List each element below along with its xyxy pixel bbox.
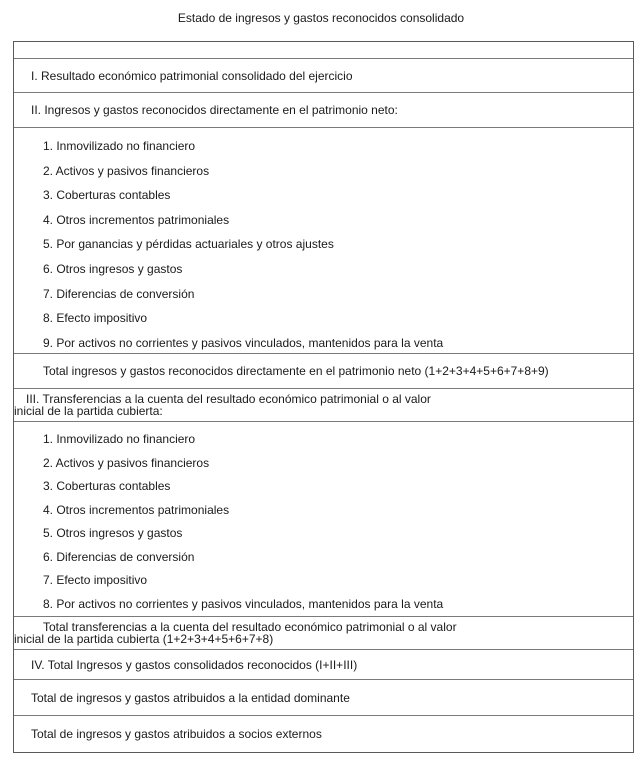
header-row-empty [14,42,633,59]
section-ii-item: 7. Diferencias de conversión [43,286,195,301]
section-iii-items [14,422,633,617]
section-iv-row [14,650,633,680]
section-iii-item: 4. Otros incrementos patrimoniales [43,502,230,517]
section-ii-item: 3. Coberturas contables [43,188,171,203]
section-ii-item: 5. Por ganancias y pérdidas actuariales y otros ajustes [43,237,334,252]
statement-table [13,41,634,753]
section-ii-heading: II. Ingresos y gastos reconocidos directamente en el patrimonio neto: [31,103,398,117]
section-ii-heading-row [14,93,633,128]
section-i-row [14,59,633,93]
section-ii-total-row [14,354,633,389]
section-iii-item: 2. Activos y pasivos financieros [43,455,210,470]
attributed-dominant-row [14,680,633,716]
section-iii-item: 6. Diferencias de conversión [43,549,195,564]
attributed-external-label: Total de ingresos y gastos atribuidos a socios externos [31,727,322,741]
document-title: Estado de ingresos y gastos reconocidos consolidado [177,11,465,25]
section-iii-total-line1: Total transferencias a la cuenta del resultado económico patrimonial o al valor [43,620,457,634]
section-iii-item: 8. Por activos no corrientes y pasivos vinculados, mantenidos para la venta [43,596,444,611]
section-ii-item: 2. Activos y pasivos financieros [43,163,210,178]
section-iii-item: 3. Coberturas contables [43,479,171,493]
section-iii-item: 5. Otros ingresos y gastos [43,526,183,540]
attributed-external-row [14,716,633,753]
section-ii-item: 4. Otros incrementos patrimoniales [43,212,230,227]
section-iii-heading-row [14,389,633,422]
section-ii-item: 6. Otros ingresos y gastos [43,261,183,276]
section-ii-item: 1. Inmovilizado no financiero [43,139,196,153]
section-iii-total-row [14,617,633,650]
section-iii-item: 1. Inmovilizado no financiero [43,432,196,446]
section-ii-item: 9. Por activos no corrientes y pasivos vinculados, mantenidos para la venta [43,335,444,350]
section-iii-heading-line2: inicial de la partida cubierta: [14,404,163,418]
section-ii-items [14,128,633,354]
section-i-label: I. Resultado económico patrimonial consolidado del ejercicio [31,68,353,83]
section-iii-item: 7. Efecto impositivo [43,573,148,587]
attributed-dominant-label: Total de ingresos y gastos atribuidos a la entidad dominante [31,690,350,705]
section-iii-heading-line1: III. Transferencias a la cuenta del resultado económico patrimonial o al valor [26,392,431,406]
section-iv-label: IV. Total Ingresos y gastos consolidados reconocidos (I+II+III) [31,657,358,672]
section-iii-total-line2: inicial de la partida cubierta (1+2+3+4+5+6+7+8) [14,632,274,646]
section-ii-total: Total ingresos y gastos reconocidos directamente en el patrimonio neto (1+2+3+4+5+6+7+8+9) [43,364,549,378]
section-ii-item: 8. Efecto impositivo [43,311,148,326]
